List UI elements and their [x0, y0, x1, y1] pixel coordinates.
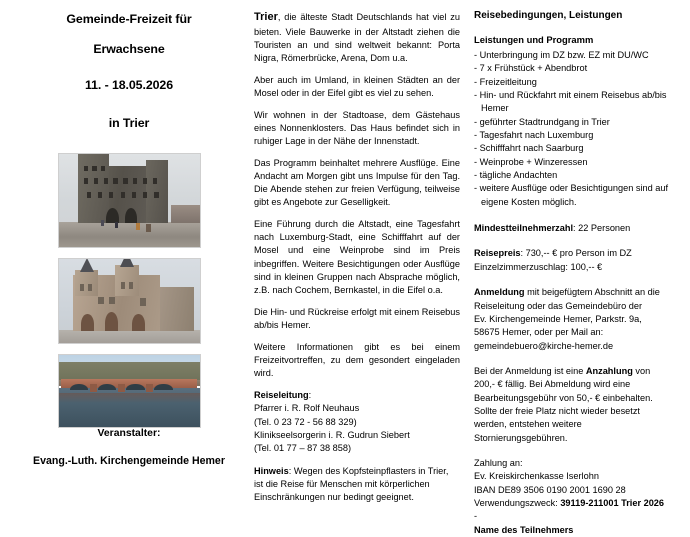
- photo-window: [98, 192, 102, 198]
- organizer-name: Evang.-Luth. Kirchengemeinde Hemer: [33, 455, 225, 467]
- payment-reference-value: 39119-211001 Trier 2026: [560, 497, 665, 508]
- minimum-participants-value: : 22 Personen: [573, 223, 631, 234]
- photo-bridge-pier: [146, 384, 153, 392]
- paragraph-accommodation: Wir wohnen in der Stadtoase, dem Gästehaus eines Nonnenklosters. Das Haus befindet sich in ruhiger Lage in der Nähe der Innenstadt.: [254, 109, 460, 147]
- accessibility-note: [254, 465, 460, 504]
- price-value: : 730,-- € pro Person im DZ: [520, 248, 632, 259]
- deposit-prefix: Bei der Anmeldung ist eine: [474, 365, 586, 376]
- photo-bridge-arch: [154, 384, 172, 390]
- list-item: - 7 x Frühstück + Abendbrot: [474, 63, 588, 74]
- left-column: [6, 8, 248, 471]
- list-item: - Unterbringung im DZ bzw. EZ mit DU/WC: [474, 50, 649, 60]
- photo-window: [133, 178, 137, 184]
- photo-gate-tower-left: [78, 153, 109, 223]
- registration-line-2: Reiseleitung oder das Gemeindebüro der: [474, 300, 643, 311]
- photo-window: [121, 192, 125, 198]
- registration-line-1: [474, 286, 686, 299]
- photo-window: [121, 282, 125, 290]
- list-item: - Hin- und Rückfahrt mit einem Reisebus ab/bis Hemer: [474, 90, 667, 114]
- photo-window: [98, 297, 104, 305]
- list-item: - weitere Ausflüge oder Besichtigungen sind auf eigene Kosten möglich.: [474, 183, 669, 207]
- page-title-line-1: Gemeinde-Freizeit für: [66, 12, 192, 26]
- list-item: - tägliche Andachten: [474, 170, 558, 181]
- trip-leader-1-name: Pfarrer i. R. Rolf Neuhaus: [254, 403, 360, 414]
- price-block: [474, 247, 686, 274]
- photo-cathedral-tower-right: [115, 265, 139, 295]
- photo-bridge-arch: [126, 384, 144, 390]
- paragraph-surroundings: Aber auch im Umland, in kleinen Städten an der Mosel oder in der Eifel gibt es viel zu sehen.: [254, 74, 460, 98]
- list-item: - Schifffahrt nach Saarburg: [474, 143, 584, 154]
- deposit-line-6: Stornierungsgebühren.: [474, 432, 568, 443]
- photo-roemerbruecke: [58, 354, 201, 428]
- photo-ground: [59, 330, 200, 344]
- photo-ground: [59, 222, 200, 247]
- payment-bank: Ev. Kreiskirchenkasse Iserlohn: [474, 471, 599, 482]
- list-item: - Tagesfahrt nach Luxemburg: [474, 130, 594, 141]
- deposit-line-1: [474, 365, 686, 378]
- minimum-participants: [474, 222, 686, 235]
- photo-person: [146, 224, 151, 231]
- trip-leadership-heading: [254, 389, 460, 402]
- photo-window: [84, 178, 88, 184]
- photo-window: [109, 297, 115, 305]
- paragraph-info-meeting: Weitere Informationen gibt es bei einem Freizeitvortreffen, zu dem gesondert eingeladen wird.: [254, 341, 460, 378]
- registration-email[interactable]: gemeindebuero@kirche-hemer.de: [474, 340, 614, 351]
- photo-cathedral-east-wing: [154, 287, 193, 331]
- trip-leadership-colon: :: [308, 390, 312, 401]
- payment-iban: IBAN DE89 3506 0190 2001 1690 28: [474, 484, 626, 495]
- trip-leadership-label: Reiseleitung: [254, 390, 309, 401]
- minimum-participants-label: Mindestteilnehmerzahl: [474, 223, 574, 234]
- payment-reference-label: Verwendungszweck:: [474, 497, 561, 508]
- photo-water-reflection: [59, 393, 200, 403]
- deposit-line-5: werden, entstehen weitere: [474, 419, 582, 430]
- city-name-lead: Trier: [254, 11, 278, 23]
- photo-person: [136, 223, 140, 229]
- paragraph-excursions: Eine Führung durch die Altstadt, eine Tagesfahrt nach Luxemburg-Stadt, eine Schifffahrt auf der Mosel und eine Weinprobe sind im Preis inbegriffen. Weitere Besichtigungen oder Ausflüge sind in kleinen Gruppen nach Absprache möglich, z.B. nach Cochem, Bernkastel, in die Eifel o.a.: [254, 219, 460, 295]
- trip-location: in Trier: [108, 115, 150, 130]
- photo-bridge-arch: [70, 384, 88, 390]
- right-column: [466, 8, 690, 535]
- list-item: - geführter Stadtrundgang in Trier: [474, 116, 610, 127]
- photo-window: [140, 298, 146, 306]
- accessibility-note-text: : Wegen des Kopfsteinpflasters in Trier, ist die Reise für Menschen mit körperlichen Einschränkungen nur bedingt geeignet.: [254, 465, 449, 502]
- registration-line-1-text: mit beigefügtem Abschnitt an die: [524, 287, 660, 298]
- deposit-line-3: Bearbeitungsgebühr von 50,- € einbehalten.: [474, 392, 653, 403]
- photo-window: [92, 166, 96, 171]
- trip-leader-2-phone: (Tel. 01 77 – 87 38 858): [254, 443, 352, 454]
- photo-window: [113, 178, 117, 184]
- payment-dash: -: [474, 511, 478, 522]
- payment-reference: [474, 497, 686, 510]
- photo-window: [132, 192, 136, 198]
- trip-leadership-block: [254, 389, 460, 456]
- list-item: - Freizeitleitung: [474, 76, 537, 87]
- photo-portal: [105, 312, 118, 331]
- registration-line-3: Ev. Kirchengemeinde Hemer, Parkstr. 9a,: [474, 313, 642, 324]
- photo-window: [109, 192, 113, 198]
- photo-window: [143, 178, 147, 184]
- single-room-supplement: Einzelzimmerzuschlag: 100,-- €: [474, 261, 603, 272]
- photo-person: [115, 222, 119, 228]
- registration-block: [474, 286, 686, 353]
- paragraph-travel: Die Hin- und Rückreise erfolgt mit einem Reisebus ab/bis Hemer.: [254, 306, 460, 330]
- accessibility-note-label: Hinweis: [254, 465, 289, 476]
- photo-trierer-dom: [58, 258, 201, 345]
- photo-window: [84, 166, 88, 171]
- photo-bridge-arch: [98, 384, 116, 390]
- trip-leader-2-name: Klinikseelsorgerin i. R. Gudrun Siebert: [254, 430, 410, 441]
- paragraph-intro: [254, 10, 460, 65]
- photo-window: [123, 178, 127, 184]
- price-line: [474, 247, 686, 260]
- photo-window: [153, 178, 157, 184]
- payment-participant-name-label: Name des Teilnehmers: [474, 524, 574, 535]
- payment-block: [474, 457, 686, 537]
- photo-window: [104, 178, 108, 184]
- photo-porta-nigra: [58, 153, 201, 248]
- photo-window: [129, 282, 133, 290]
- photo-cathedral-spire: [120, 258, 134, 267]
- services-list: [474, 49, 686, 209]
- deposit-label: Anzahlung: [585, 365, 633, 376]
- payment-label: Zahlung an:: [474, 457, 523, 468]
- photo-bridge-pier: [118, 384, 125, 392]
- payment-participant-name-field: [474, 524, 686, 537]
- deposit-line-2: 200,- € fällig. Bei Abmeldung wird eine: [474, 379, 631, 390]
- registration-label: Anmeldung: [474, 287, 525, 298]
- photo-window: [80, 284, 84, 291]
- trip-leader-1-phone: (Tel. 0 23 72 - 56 88 329): [254, 416, 357, 427]
- price-label: Reisepreis: [474, 248, 521, 259]
- photo-person: [101, 220, 105, 226]
- registration-line-4: 58675 Hemer, oder per Mail an:: [474, 327, 604, 338]
- photo-window: [143, 192, 147, 198]
- organizer-block: [24, 428, 234, 471]
- trip-dates: 11. - 18.05.2026: [85, 78, 173, 92]
- photo-background-buildings: [171, 205, 199, 224]
- middle-column: [248, 8, 466, 502]
- terms-heading: Reisebedingungen, Leistungen: [474, 10, 623, 21]
- deposit-line-4: Sollte der freie Platz nicht wieder besetzt: [474, 405, 640, 416]
- photo-window: [88, 284, 92, 291]
- photo-window: [101, 166, 105, 171]
- deposit-block: [474, 365, 686, 445]
- photo-window: [94, 178, 98, 184]
- paragraph-intro-text: , die älteste Stadt Deutschlands hat viel zu bieten. Viele Bauwerke in der Altstadt ziehen die Touristen an und sind weltweit bekannt: Porta Nigra, Römerbrücke, Arena, Dom u.a.: [254, 12, 460, 63]
- services-heading: Leistungen und Programm: [474, 34, 594, 45]
- deposit-suffix: von: [632, 365, 651, 376]
- photo-window: [154, 192, 158, 198]
- photo-bridge-pier: [90, 384, 97, 392]
- list-item: - Weinprobe + Winzeressen: [474, 156, 588, 167]
- photo-portal: [132, 314, 145, 331]
- photo-cathedral-spire: [80, 258, 94, 272]
- organizer-label: Veranstalter:: [97, 428, 161, 439]
- paragraph-program: Das Programm beinhaltet mehrere Ausflüge. Eine Andacht am Morgen gibt uns Impulse für den Tag. Die Abende stehen zur freien Verfügung, teilweise gibt es Angebote zur Geselligkeit.: [254, 158, 460, 208]
- photo-portal: [81, 314, 94, 331]
- photo-window: [87, 192, 91, 198]
- page-title-line-2: Erwachsene: [93, 41, 165, 56]
